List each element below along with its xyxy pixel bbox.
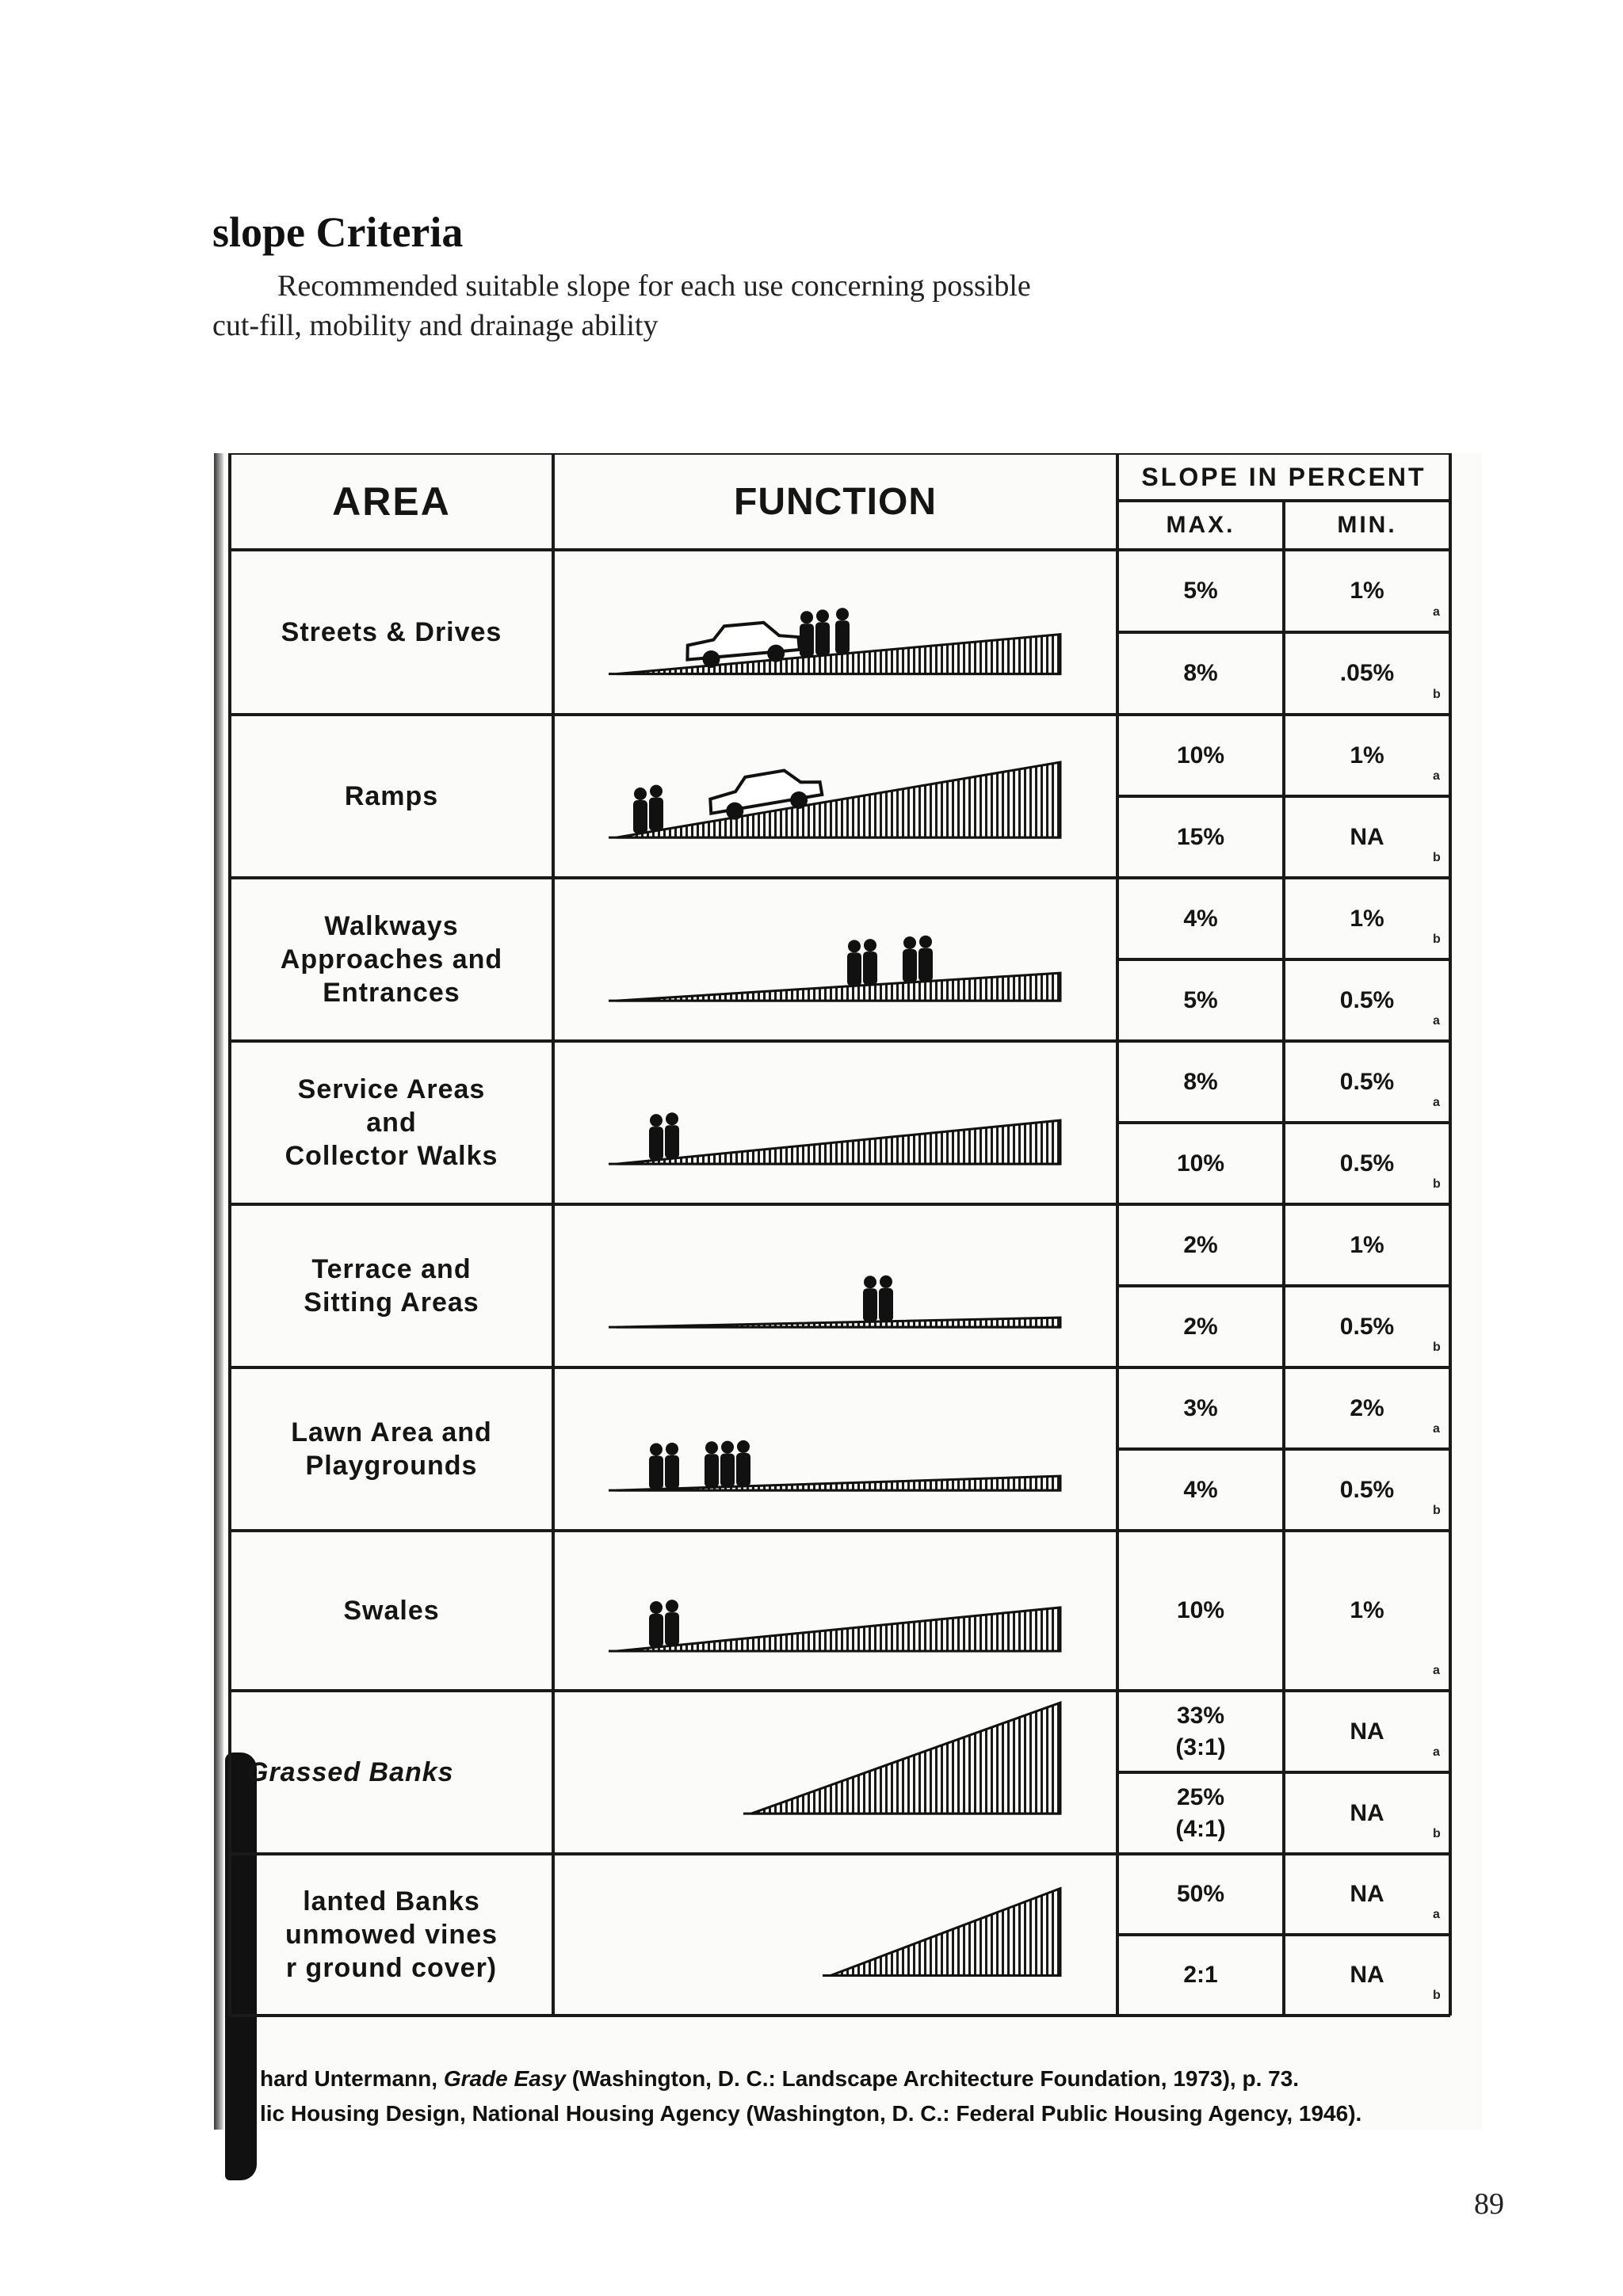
max-slope-value: 2:1 [1183,1962,1218,1988]
person-beside-swale-illustration [569,1539,1102,1683]
area-cell: Walkways Approaches and Entrances [280,911,503,1008]
max-slope-value: 2% [1183,1313,1218,1340]
slope-wedge [831,1889,1060,1976]
person-icon [649,1601,663,1647]
person-icon [665,1443,679,1489]
min-slope-value: NA [1350,823,1384,850]
header-min: MIN. [1337,512,1397,538]
area-cell: Grassed Banks [247,1757,454,1787]
footnote-marker: a [1433,605,1440,619]
max-slope-value: 33% (3:1) [1175,1702,1226,1760]
page-number: 89 [1474,2187,1504,2221]
people-on-nearly-flat-ground-illustration [569,1212,1102,1360]
footnote-1: hard Untermann, Grade Easy (Washington, D. C.: Landscape Architecture Foundation, 1973), p. 73. [260,2066,1300,2091]
min-slope-value: 1% [1350,578,1384,604]
max-slope-value: 4% [1183,1476,1218,1503]
pedestrians-on-slight-slope-illustration [569,886,1102,1033]
max-slope-value: 10% [1176,1150,1225,1177]
min-slope-value: NA [1350,1881,1384,1907]
person-icon [903,936,917,982]
slope-wedge [617,1120,1060,1164]
footnote-marker: a [1433,1745,1440,1759]
max-slope-value: 2% [1183,1231,1218,1258]
max-slope-value: 25% (4:1) [1175,1783,1226,1842]
max-slope-value: 10% [1176,1597,1225,1623]
footnote-marker: b [1433,688,1441,701]
person-icon [863,939,877,985]
footnote-marker: a [1433,1096,1440,1109]
slope-wedge [617,973,1060,1001]
max-slope-value: 5% [1183,578,1218,604]
min-slope-value: 0.5% [1339,1150,1395,1177]
area-cell: Swales [343,1596,440,1626]
person-icon [649,1443,663,1489]
person-icon [665,1600,679,1646]
max-slope-value: 15% [1176,823,1225,850]
slope-wedge [617,762,1060,837]
footnote-marker: b [1433,1989,1441,2002]
footnote-marker: a [1433,769,1440,783]
max-slope-value: 4% [1183,905,1218,932]
person-icon [649,1114,663,1160]
min-slope-value: 1% [1350,1231,1384,1258]
slope-wedge [751,1703,1060,1814]
min-slope-value: 0.5% [1339,1476,1395,1503]
max-slope-value: 8% [1183,1068,1218,1095]
person-icon [815,609,830,655]
steep-planted-bank-illustration [569,1862,1102,2008]
max-slope-value: 8% [1183,660,1218,686]
person-icon [720,1441,735,1487]
min-slope-value: 0.5% [1339,986,1395,1013]
min-slope-value: 2% [1350,1394,1384,1421]
people-and-car-on-steep-ramp-illustration [569,723,1102,870]
people-on-moderate-slope-illustration [569,1049,1102,1196]
min-slope-value: NA [1350,1962,1384,1988]
footnote-marker: a [1433,1014,1440,1028]
person-icon [835,608,850,654]
max-slope-value: 50% [1176,1881,1225,1907]
footnote-marker: b [1433,1827,1441,1840]
max-slope-value: 5% [1183,986,1218,1013]
person-icon [665,1112,679,1158]
footnote-marker: b [1433,1341,1441,1354]
area-cell: Streets & Drives [281,617,502,647]
min-slope-value: 1% [1350,905,1384,932]
area-cell: Terrace and Sitting Areas [304,1254,479,1318]
area-cell: Service Areas and Collector Walks [285,1074,498,1171]
footnote-2: lic Housing Design, National Housing Agency (Washington, D. C.: Federal Public Housing Agency, 1946). [260,2101,1362,2126]
person-icon [649,785,663,831]
min-slope-value: .05% [1339,660,1395,686]
min-slope-value: 0.5% [1339,1313,1395,1340]
max-slope-value: 3% [1183,1394,1218,1421]
footnotes [260,2061,1480,2131]
min-slope-value: 0.5% [1339,1068,1395,1095]
min-slope-value: NA [1350,1799,1384,1826]
person-icon [863,1276,877,1322]
slope-wedge [617,1318,1060,1327]
header-area: AREA [332,479,451,524]
area-cell: Lawn Area and Playgrounds [291,1417,492,1481]
person-icon [633,788,647,833]
person-icon [705,1441,719,1487]
group-on-lawn-illustration [569,1375,1102,1523]
person-icon [918,936,933,982]
person-icon [879,1276,893,1322]
footnote-marker: a [1433,1422,1440,1436]
steep-grassed-bank-illustration [569,1699,1102,1846]
area-cell: lanted Banks unmowed vines r ground cover) [285,1886,498,1983]
page-heading: slope Criteria [212,208,464,256]
header-slope-in-percent: SLOPE IN PERCENT [1141,462,1426,491]
area-cell: Ramps [344,781,439,811]
page-description: Recommended suitable slope for each use concerning possible cut-fill, mobility and drainage ability [212,269,1031,342]
footnote-marker: b [1433,851,1441,864]
person-icon [847,940,861,986]
header-function: FUNCTION [734,480,937,523]
min-slope-value: 1% [1350,1597,1384,1623]
footnote-marker: a [1433,1664,1440,1677]
min-slope-value: 1% [1350,742,1384,769]
max-slope-value: 10% [1176,742,1225,769]
footnote-marker: b [1433,1504,1441,1517]
min-slope-value: NA [1350,1718,1384,1745]
slope-wedge [617,1476,1060,1490]
footnote-marker: b [1433,1177,1441,1191]
car-and-people-on-gentle-slope-illustration [569,558,1102,707]
footnote-marker: a [1433,1908,1440,1921]
slope-criteria-table-image [214,453,1482,2130]
slope-wedge [617,1608,1060,1651]
footnote-marker: b [1433,933,1441,946]
header-max: MAX. [1166,512,1235,538]
person-icon [800,611,814,657]
person-icon [736,1440,750,1486]
